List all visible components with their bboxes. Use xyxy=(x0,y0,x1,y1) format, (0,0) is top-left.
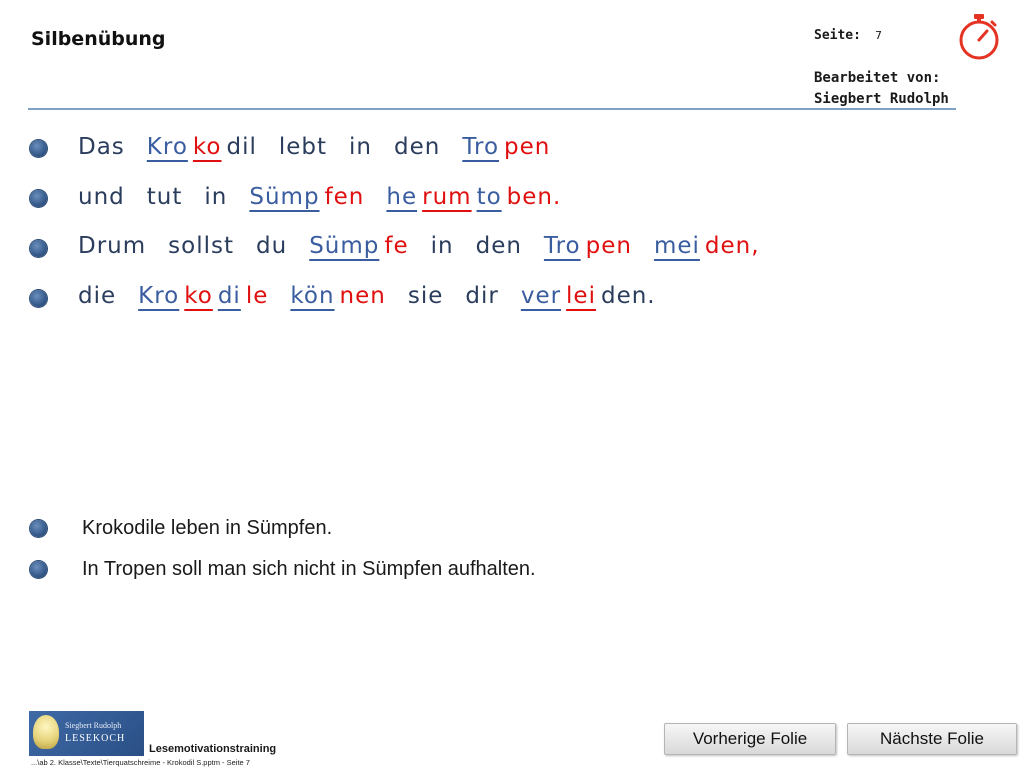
poem-word xyxy=(204,184,227,210)
poem-word xyxy=(279,134,327,160)
poem-word xyxy=(249,184,364,210)
syllable: lebt xyxy=(278,134,328,160)
syllable: den. xyxy=(600,283,656,309)
page-title: Silbenübung xyxy=(31,28,166,50)
syllable: dir xyxy=(465,283,499,309)
syllable: du xyxy=(256,233,288,259)
syllable: di xyxy=(217,283,241,309)
page-label: Seite: xyxy=(814,28,861,43)
poem-word xyxy=(465,283,498,309)
poem-word xyxy=(290,283,385,309)
previous-slide-button[interactable]: Vorherige Folie xyxy=(664,723,836,755)
poem-word xyxy=(544,233,632,259)
syllable: rum xyxy=(422,184,472,210)
syllable: mei xyxy=(653,233,700,259)
syllable: to xyxy=(476,184,502,210)
answer-2: In Tropen soll man sich nicht in Sümpfen aufhalten. xyxy=(82,558,536,580)
edited-by-name: Siegbert Rudolph xyxy=(814,91,949,107)
syllable: den xyxy=(394,134,441,160)
bullet-2 xyxy=(30,190,47,207)
poem-word xyxy=(78,134,125,160)
poem-line-2 xyxy=(78,184,583,214)
syllable: Tro xyxy=(462,134,500,160)
logo-brand: LESEKOCH xyxy=(65,733,126,744)
bullet-4 xyxy=(30,290,47,307)
header-divider xyxy=(28,108,956,110)
answer-1: Krokodile leben in Sümpfen. xyxy=(82,517,333,539)
syllable: die xyxy=(78,283,117,309)
poem-line-4 xyxy=(78,283,678,313)
lightbulb-icon xyxy=(33,715,59,749)
answer-bullet-2 xyxy=(30,561,47,578)
poem-word xyxy=(462,134,550,160)
syllable: pen xyxy=(504,134,551,160)
syllable: ver xyxy=(520,283,562,309)
poem-word xyxy=(78,283,116,309)
syllable: den, xyxy=(704,233,760,259)
syllable: Sümp xyxy=(309,233,380,259)
poem-line-3 xyxy=(78,233,782,263)
syllable: Sümp xyxy=(249,184,320,210)
poem-word xyxy=(349,134,372,160)
poem-word xyxy=(147,134,257,160)
syllable: in xyxy=(204,184,228,210)
syllable: sollst xyxy=(168,233,234,259)
syllable: he xyxy=(386,184,418,210)
poem-line-1 xyxy=(78,134,572,164)
syllable: Tro xyxy=(543,233,581,259)
footer-title: Lesemotivationstraining xyxy=(149,743,277,755)
poem-word xyxy=(654,233,760,259)
syllable: Kro xyxy=(146,134,188,160)
poem-word xyxy=(476,233,522,259)
syllable: in xyxy=(430,233,454,259)
syllable: ko xyxy=(192,134,222,160)
poem-word xyxy=(394,134,440,160)
syllable: sie xyxy=(407,283,444,309)
syllable: fe xyxy=(384,233,409,259)
poem-word xyxy=(408,283,444,309)
bullet-1 xyxy=(30,140,47,157)
syllable: Kro xyxy=(138,283,180,309)
syllable: dil xyxy=(226,134,257,160)
answer-bullet-1 xyxy=(30,520,47,537)
edited-by-label: Bearbeitet von: xyxy=(814,70,941,86)
syllable: den xyxy=(475,233,522,259)
syllable: ben. xyxy=(506,184,562,210)
next-slide-button[interactable]: Nächste Folie xyxy=(847,723,1017,755)
page-number: 7 xyxy=(875,29,882,42)
file-path: ...\ab 2. Klasse\Texte\Tierquatschreime - Krokodil S.pptm - Seite 7 xyxy=(31,758,250,767)
syllable: Drum xyxy=(78,233,147,259)
stopwatch-icon[interactable] xyxy=(956,12,1002,62)
syllable: pen xyxy=(585,233,632,259)
edited-by xyxy=(814,68,949,110)
syllable: und xyxy=(78,184,125,210)
poem-word xyxy=(78,184,125,210)
syllable: tut xyxy=(146,184,183,210)
poem-word xyxy=(138,283,268,309)
poem-word xyxy=(256,233,287,259)
bullet-3 xyxy=(30,240,47,257)
poem-word xyxy=(147,184,183,210)
syllable: in xyxy=(349,134,373,160)
poem-word xyxy=(431,233,454,259)
logo-author: Siegbert Rudolph xyxy=(65,721,122,730)
poem-word xyxy=(309,233,408,259)
poem-word xyxy=(521,283,656,309)
poem-word xyxy=(78,233,146,259)
syllable: nen xyxy=(339,283,386,309)
syllable: Das xyxy=(78,134,125,160)
syllable: ko xyxy=(184,283,213,309)
syllable: kön xyxy=(290,283,335,309)
syllable: fen xyxy=(324,184,365,210)
lesekoch-logo xyxy=(29,711,144,756)
poem-word xyxy=(386,184,561,210)
poem-word xyxy=(168,233,234,259)
syllable: le xyxy=(245,283,269,309)
syllable: lei xyxy=(566,283,596,309)
